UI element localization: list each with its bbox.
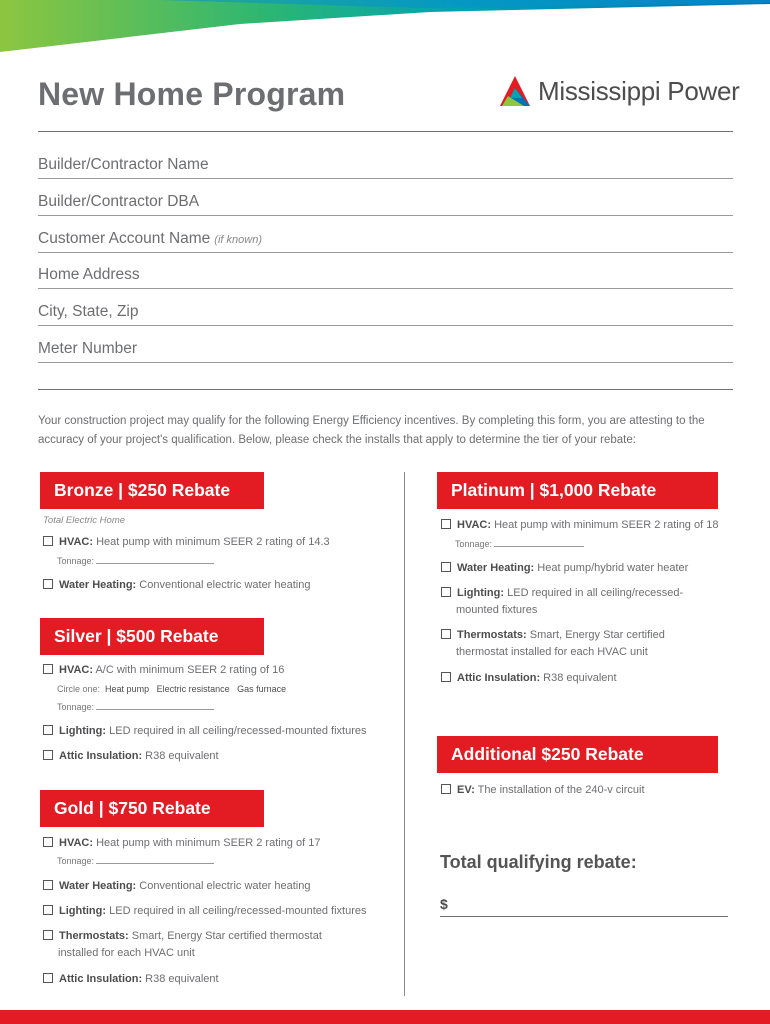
platinum-thermostat-item[interactable] <box>441 627 665 661</box>
thermostat-text-cont: installed for each HVAC unit <box>58 947 195 959</box>
ev-label: EV: <box>457 784 475 796</box>
form-divider <box>38 389 733 390</box>
silver-attic-item[interactable] <box>43 748 219 765</box>
checkbox[interactable] <box>441 562 451 572</box>
meter-number-field[interactable] <box>38 340 733 363</box>
lighting-text: LED required in all ceiling/recessed-mounted fixtures <box>109 725 367 737</box>
tonnage-line[interactable] <box>96 563 214 564</box>
hvac-label: HVAC: <box>59 536 94 548</box>
page-title: New Home Program <box>38 76 346 112</box>
city-state-zip-field[interactable] <box>38 303 733 326</box>
ev-text: The installation of the 240-v circuit <box>477 784 645 796</box>
silver-lighting-item[interactable] <box>43 723 367 740</box>
header-banner <box>0 0 770 60</box>
triangle-logo-icon <box>498 74 532 108</box>
hvac-label: HVAC: <box>59 837 94 849</box>
checkbox[interactable] <box>43 579 53 589</box>
tonnage-label: Tonnage: <box>455 539 493 549</box>
circle-one-label: Circle one: <box>57 684 101 694</box>
lighting-label: Lighting: <box>59 905 107 917</box>
checkbox[interactable] <box>43 725 53 735</box>
water-label: Water Heating: <box>59 880 137 892</box>
attic-text: R38 equivalent <box>145 973 219 985</box>
footer-bar <box>0 1010 770 1024</box>
thermostat-label: Thermostats: <box>59 930 129 942</box>
tonnage-label: Tonnage: <box>57 556 95 566</box>
gold-water-item[interactable] <box>43 878 311 895</box>
checkbox[interactable] <box>441 629 451 639</box>
checkbox[interactable] <box>43 905 53 915</box>
checkbox[interactable] <box>441 519 451 529</box>
gold-tonnage[interactable] <box>57 856 214 866</box>
bronze-note: Total Electric Home <box>43 515 126 526</box>
bronze-water-item[interactable] <box>43 577 311 594</box>
currency-symbol: $ <box>440 896 448 912</box>
lighting-label: Lighting: <box>457 587 505 599</box>
lighting-text-cont: mounted fixtures <box>456 604 538 616</box>
intro-text: Your construction project may qualify for the following Energy Efficiency incentives. By completing this form, you are attesting to the accuracy of your project's qualification. Below, please check the installs that apply to determine the tier of your rebate: <box>38 415 705 446</box>
builder-dba-label: Builder/Contractor DBA <box>38 193 200 210</box>
checkbox[interactable] <box>441 587 451 597</box>
checkbox[interactable] <box>43 837 53 847</box>
gold-hvac-item[interactable] <box>43 835 320 852</box>
hvac-label: HVAC: <box>457 519 492 531</box>
tonnage-label: Tonnage: <box>57 702 95 712</box>
customer-account-label: Customer Account Name <box>38 230 211 247</box>
thermostat-text: Smart, Energy Star certified <box>529 629 665 641</box>
builder-name-label: Builder/Contractor Name <box>38 156 209 173</box>
bronze-heading: Bronze | $250 Rebate <box>40 472 264 509</box>
water-label: Water Heating: <box>59 579 137 591</box>
tonnage-label: Tonnage: <box>57 856 95 866</box>
checkbox[interactable] <box>441 672 451 682</box>
thermostat-text: Smart, Energy Star certified thermostat <box>131 930 322 942</box>
water-label: Water Heating: <box>457 562 535 574</box>
checkbox[interactable] <box>43 973 53 983</box>
tonnage-line[interactable] <box>96 863 214 864</box>
thermostat-label: Thermostats: <box>457 629 527 641</box>
hvac-label: HVAC: <box>59 664 94 676</box>
customer-account-field[interactable] <box>38 230 733 253</box>
checkbox[interactable] <box>441 784 451 794</box>
platinum-lighting-item[interactable] <box>441 585 683 619</box>
builder-dba-field[interactable] <box>38 193 733 216</box>
platinum-heading: Platinum | $1,000 Rebate <box>437 472 718 509</box>
attic-label: Attic Insulation: <box>59 750 143 762</box>
silver-hvac-item[interactable] <box>43 662 284 679</box>
lighting-text: LED required in all ceiling/recessed- <box>507 587 684 599</box>
builder-name-field[interactable] <box>38 156 733 179</box>
tonnage-line[interactable] <box>96 709 214 710</box>
platinum-tonnage[interactable] <box>455 539 584 549</box>
thermostat-text-cont: thermostat installed for each HVAC unit <box>456 646 648 658</box>
checkbox[interactable] <box>43 880 53 890</box>
additional-ev-item[interactable] <box>441 782 645 799</box>
attic-text: R38 equivalent <box>145 750 219 762</box>
checkbox[interactable] <box>43 536 53 546</box>
gold-lighting-item[interactable] <box>43 903 367 920</box>
column-divider <box>404 472 405 996</box>
checkbox[interactable] <box>43 664 53 674</box>
total-rebate-field[interactable] <box>440 896 728 917</box>
lighting-text: LED required in all ceiling/recessed-mounted fixtures <box>109 905 367 917</box>
attic-text: R38 equivalent <box>543 672 617 684</box>
water-text: Conventional electric water heating <box>139 579 311 591</box>
silver-heading: Silver | $500 Rebate <box>40 618 264 655</box>
company-logo <box>498 74 740 108</box>
platinum-hvac-item[interactable] <box>441 517 718 534</box>
hvac-text: Heat pump with minimum SEER 2 rating of 17 <box>96 837 321 849</box>
water-text: Heat pump/hybrid water heater <box>537 562 689 574</box>
silver-circle-one <box>57 684 286 694</box>
gold-thermostat-item[interactable] <box>43 928 322 962</box>
additional-heading: Additional $250 Rebate <box>437 736 718 773</box>
checkbox[interactable] <box>43 930 53 940</box>
platinum-attic-item[interactable] <box>441 670 617 687</box>
hvac-text: Heat pump with minimum SEER 2 rating of 14.3 <box>96 536 330 548</box>
logo-text: Mississippi Power <box>538 75 740 106</box>
tonnage-line[interactable] <box>494 546 584 547</box>
water-text: Conventional electric water heating <box>139 880 311 892</box>
attic-label: Attic Insulation: <box>59 973 143 985</box>
hvac-text: A/C with minimum SEER 2 rating of 16 <box>95 664 285 676</box>
total-rebate-label: Total qualifying rebate: <box>440 852 637 872</box>
bronze-tonnage[interactable] <box>57 556 214 566</box>
header-divider <box>38 131 733 132</box>
lighting-label: Lighting: <box>59 725 107 737</box>
city-state-zip-label: City, State, Zip <box>38 303 139 320</box>
home-address-label: Home Address <box>38 266 140 283</box>
attic-label: Attic Insulation: <box>457 672 541 684</box>
silver-tonnage[interactable] <box>57 702 214 712</box>
gold-attic-item[interactable] <box>43 971 219 988</box>
platinum-water-item[interactable] <box>441 560 688 577</box>
checkbox[interactable] <box>43 750 53 760</box>
option-electric-resistance[interactable]: Electric resistance <box>156 684 230 694</box>
option-heat-pump[interactable]: Heat pump <box>105 684 150 694</box>
bronze-hvac-item[interactable] <box>43 534 330 551</box>
customer-account-hint: (if known) <box>214 234 262 246</box>
hvac-text: Heat pump with minimum SEER 2 rating of 18 <box>494 519 719 531</box>
home-address-field[interactable] <box>38 266 733 289</box>
meter-number-label: Meter Number <box>38 340 138 357</box>
option-gas-furnace[interactable]: Gas furnace <box>237 684 287 694</box>
gold-heading: Gold | $750 Rebate <box>40 790 264 827</box>
